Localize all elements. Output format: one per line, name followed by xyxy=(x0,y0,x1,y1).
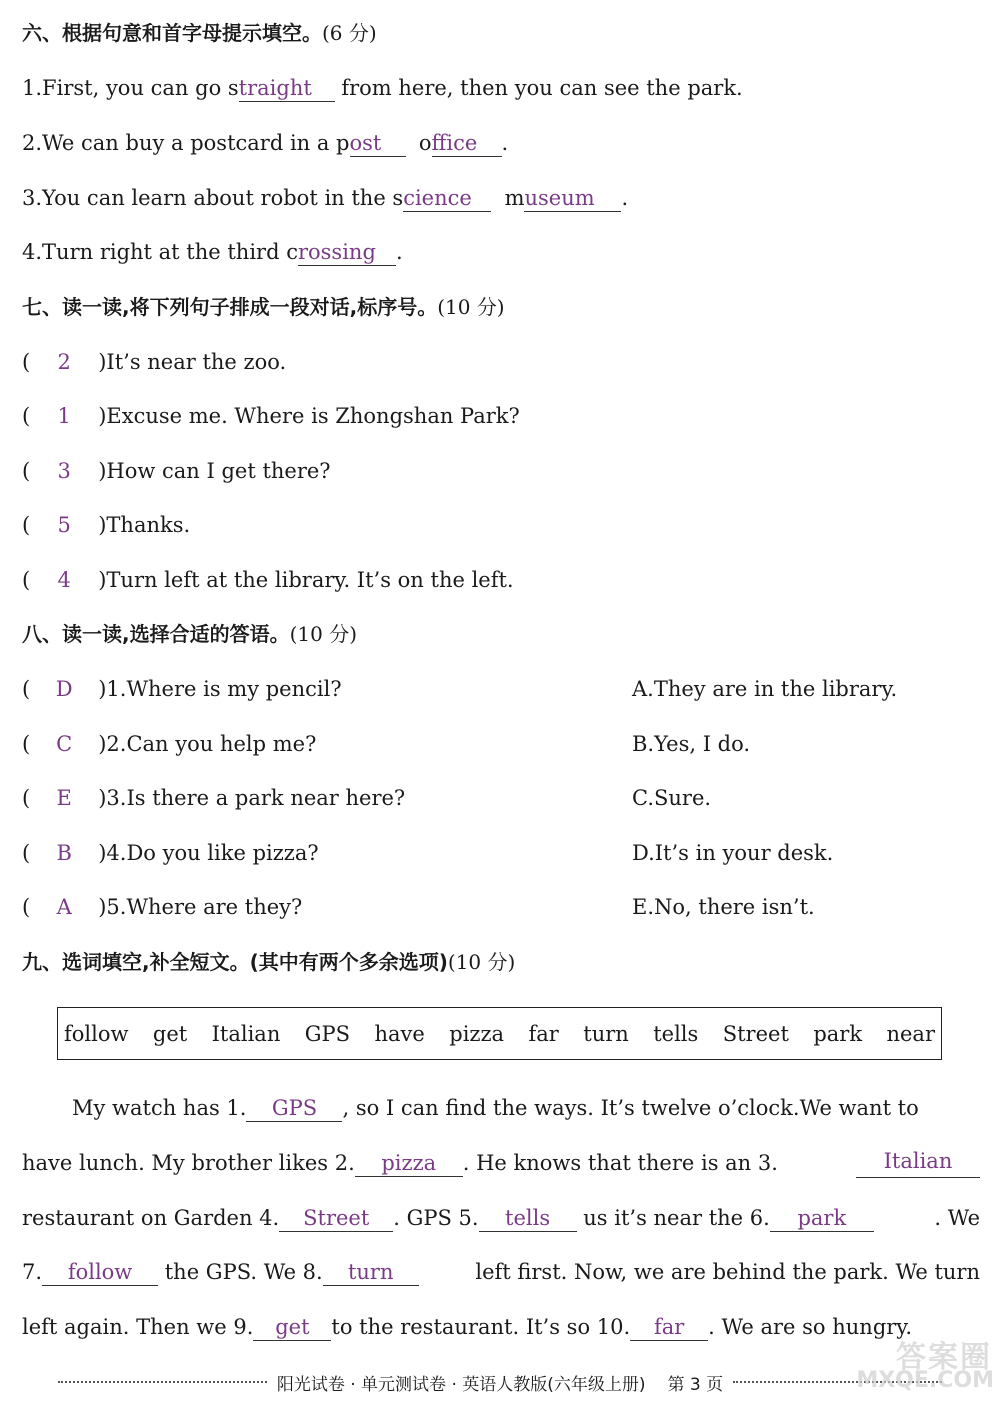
s7-item-5: ( 4 )Turn left at the library. It’s on the left. xyxy=(22,565,514,595)
section8-points: (10 分) xyxy=(289,622,358,646)
item-text: First, you can go s xyxy=(42,76,239,100)
section9-heading xyxy=(22,947,515,977)
order-answer[interactable]: 5 xyxy=(57,513,71,537)
s8-option-b: B.Yes, I do. xyxy=(632,732,751,756)
choice-answer[interactable]: A xyxy=(56,895,72,919)
word-option: Italian xyxy=(211,1021,281,1046)
question-text: 2.Can you help me? xyxy=(106,732,317,756)
passage-text: 7. xyxy=(22,1260,43,1284)
dialog-sentence: Excuse me. Where is Zhongshan Park? xyxy=(106,404,520,428)
s8-option-c: C.Sure. xyxy=(632,786,712,810)
dialog-sentence: Turn left at the library. It’s on the left. xyxy=(106,568,514,592)
section9-points: (10 分) xyxy=(447,950,516,974)
word-option: GPS xyxy=(304,1021,351,1046)
question-text: 3.Is there a park near here? xyxy=(106,786,406,810)
item-number: 4. xyxy=(22,240,43,264)
s8-question-4: ( B )4.Do you like pizza? xyxy=(22,838,319,868)
dialog-sentence: It’s near the zoo. xyxy=(106,350,287,374)
item-text: . xyxy=(621,186,629,210)
s6-item-2 xyxy=(22,128,508,158)
question-text: 5.Where are they? xyxy=(106,895,303,919)
passage-line-5 xyxy=(22,1312,980,1342)
item-text: from here, then you can see the park. xyxy=(334,76,743,100)
order-answer[interactable]: 3 xyxy=(57,459,71,483)
passage-text: have lunch. My brother likes 2. xyxy=(22,1151,355,1175)
passage-text: left first. Now, we are behind the park. We turn xyxy=(475,1260,980,1284)
dialog-sentence: How can I get there? xyxy=(106,459,331,483)
s7-item-1: ( 2 )It’s near the zoo. xyxy=(22,347,286,377)
item-number: 3. xyxy=(22,186,43,210)
passage-line-2 xyxy=(22,1148,980,1178)
footer-divider-left xyxy=(58,1381,267,1383)
word-option: Street xyxy=(722,1021,789,1046)
s6-item-4 xyxy=(22,237,403,267)
watermark-url: MXQE.COM xyxy=(856,1368,994,1393)
watermark-logo xyxy=(850,1332,1000,1402)
section6-title: 六、根据句意和首字母提示填空。 xyxy=(22,21,322,45)
section9-title: 九、选词填空,补全短文。(其中有两个多余选项) xyxy=(22,950,448,974)
section7-title: 七、读一读,将下列句子排成一段对话,标序号。 xyxy=(22,295,438,319)
passage-text: restaurant on Garden 4. xyxy=(22,1206,280,1230)
passage-segment xyxy=(22,1257,419,1287)
answer-blank[interactable]: ffice xyxy=(432,130,502,157)
answer-blank-9[interactable]: get xyxy=(253,1314,331,1341)
passage-line-3 xyxy=(22,1203,980,1233)
answer-blank-3[interactable]: Italian xyxy=(856,1148,980,1178)
section7-heading xyxy=(22,292,505,322)
passage-segment xyxy=(22,1203,874,1233)
answer-blank[interactable]: ost xyxy=(350,130,406,157)
section8-title: 八、读一读,选择合适的答语。 xyxy=(22,622,290,646)
page-footer xyxy=(48,1368,952,1396)
passage-text: , so I can find the ways. It’s twelve o’clock.We want to xyxy=(342,1096,919,1120)
word-option: have xyxy=(374,1021,425,1046)
item-text: You can learn about robot in the s xyxy=(42,186,404,210)
watermark-text: 答案圈 xyxy=(896,1340,992,1375)
passage-text: us it’s near the 6. xyxy=(583,1206,770,1230)
passage-line-4 xyxy=(22,1257,980,1287)
choice-answer[interactable]: E xyxy=(56,786,72,810)
item-number: 1. xyxy=(22,76,43,100)
word-option: follow xyxy=(64,1021,129,1046)
passage-text: . He knows that there is an 3. xyxy=(462,1151,778,1175)
s8-question-2: ( C )2.Can you help me? xyxy=(22,729,316,759)
s8-question-3: ( E )3.Is there a park near here? xyxy=(22,783,405,813)
answer-blank-1[interactable]: GPS xyxy=(246,1095,342,1122)
section8-heading xyxy=(22,619,357,649)
s8-option-a: A.They are in the library. xyxy=(632,677,898,701)
passage-text: My watch has 1. xyxy=(72,1096,247,1120)
item-text: Turn right at the third c xyxy=(42,240,298,264)
passage-line-1 xyxy=(22,1093,980,1123)
section6-points: (6 分) xyxy=(322,21,377,45)
s8-option-e: E.No, there isn’t. xyxy=(632,895,815,919)
section6-heading xyxy=(22,18,377,48)
page-number: 第 3 页 xyxy=(667,1374,724,1395)
passage-text: . We xyxy=(934,1206,980,1230)
word-option: park xyxy=(813,1021,863,1046)
answer-blank[interactable]: cience xyxy=(403,185,491,212)
word-option: near xyxy=(886,1021,935,1046)
item-text: . xyxy=(395,240,403,264)
s6-item-3 xyxy=(22,183,628,213)
choice-answer[interactable]: B xyxy=(56,841,72,865)
answer-blank-2[interactable]: pizza xyxy=(355,1150,463,1177)
word-option: get xyxy=(152,1021,188,1046)
s7-item-4: ( 5 )Thanks. xyxy=(22,510,190,540)
section7-points: (10 分) xyxy=(437,295,505,319)
word-option: tells xyxy=(653,1021,699,1046)
footer-title: 阳光试卷 · 单元测试卷 · 英语人教版(六年级上册) xyxy=(276,1374,646,1395)
answer-blank-6[interactable]: park xyxy=(770,1205,874,1232)
item-text: . xyxy=(501,131,509,155)
answer-blank-8[interactable]: turn xyxy=(323,1259,419,1286)
word-option: pizza xyxy=(449,1021,505,1046)
answer-blank[interactable]: traight xyxy=(239,75,335,102)
word-bank xyxy=(57,1007,942,1060)
order-answer[interactable]: 4 xyxy=(57,568,71,592)
passage-text: left again. Then we 9. xyxy=(22,1315,254,1339)
s7-item-3: ( 3 )How can I get there? xyxy=(22,456,331,486)
passage-segment xyxy=(22,1148,778,1178)
question-text: 4.Do you like pizza? xyxy=(106,841,319,865)
choice-answer[interactable]: C xyxy=(56,732,73,756)
answer-blank[interactable]: useum xyxy=(524,185,621,212)
passage-text: . GPS 5. xyxy=(393,1206,479,1230)
s8-option-d: D.It’s in your desk. xyxy=(632,841,834,865)
item-text: We can buy a postcard in a p xyxy=(42,131,350,155)
item-text: o xyxy=(418,131,432,155)
order-answer[interactable]: 1 xyxy=(57,404,71,428)
word-option: turn xyxy=(583,1021,629,1046)
answer-blank-10[interactable]: far xyxy=(630,1314,708,1341)
answer-blank-4[interactable]: Street xyxy=(279,1205,393,1232)
passage-text: the GPS. We 8. xyxy=(164,1260,323,1284)
s6-item-1 xyxy=(22,73,743,103)
passage-text: to the restaurant. It’s so 10. xyxy=(331,1315,631,1339)
item-number: 2. xyxy=(22,131,43,155)
passage-text: . We are so hungry. xyxy=(708,1315,913,1339)
order-answer[interactable]: 2 xyxy=(57,350,71,374)
dialog-sentence: Thanks. xyxy=(106,513,191,537)
word-option: far xyxy=(528,1021,559,1046)
answer-blank-5[interactable]: tells xyxy=(479,1205,577,1232)
answer-blank[interactable]: rossing xyxy=(298,239,396,266)
question-text: 1.Where is my pencil? xyxy=(106,677,342,701)
s7-item-2: ( 1 )Excuse me. Where is Zhongshan Park? xyxy=(22,401,520,431)
s8-question-5: ( A )5.Where are they? xyxy=(22,892,302,922)
s8-question-1: ( D )1.Where is my pencil? xyxy=(22,674,342,704)
answer-blank-7[interactable]: follow xyxy=(42,1259,158,1286)
choice-answer[interactable]: D xyxy=(55,677,73,701)
item-text: m xyxy=(504,186,525,210)
